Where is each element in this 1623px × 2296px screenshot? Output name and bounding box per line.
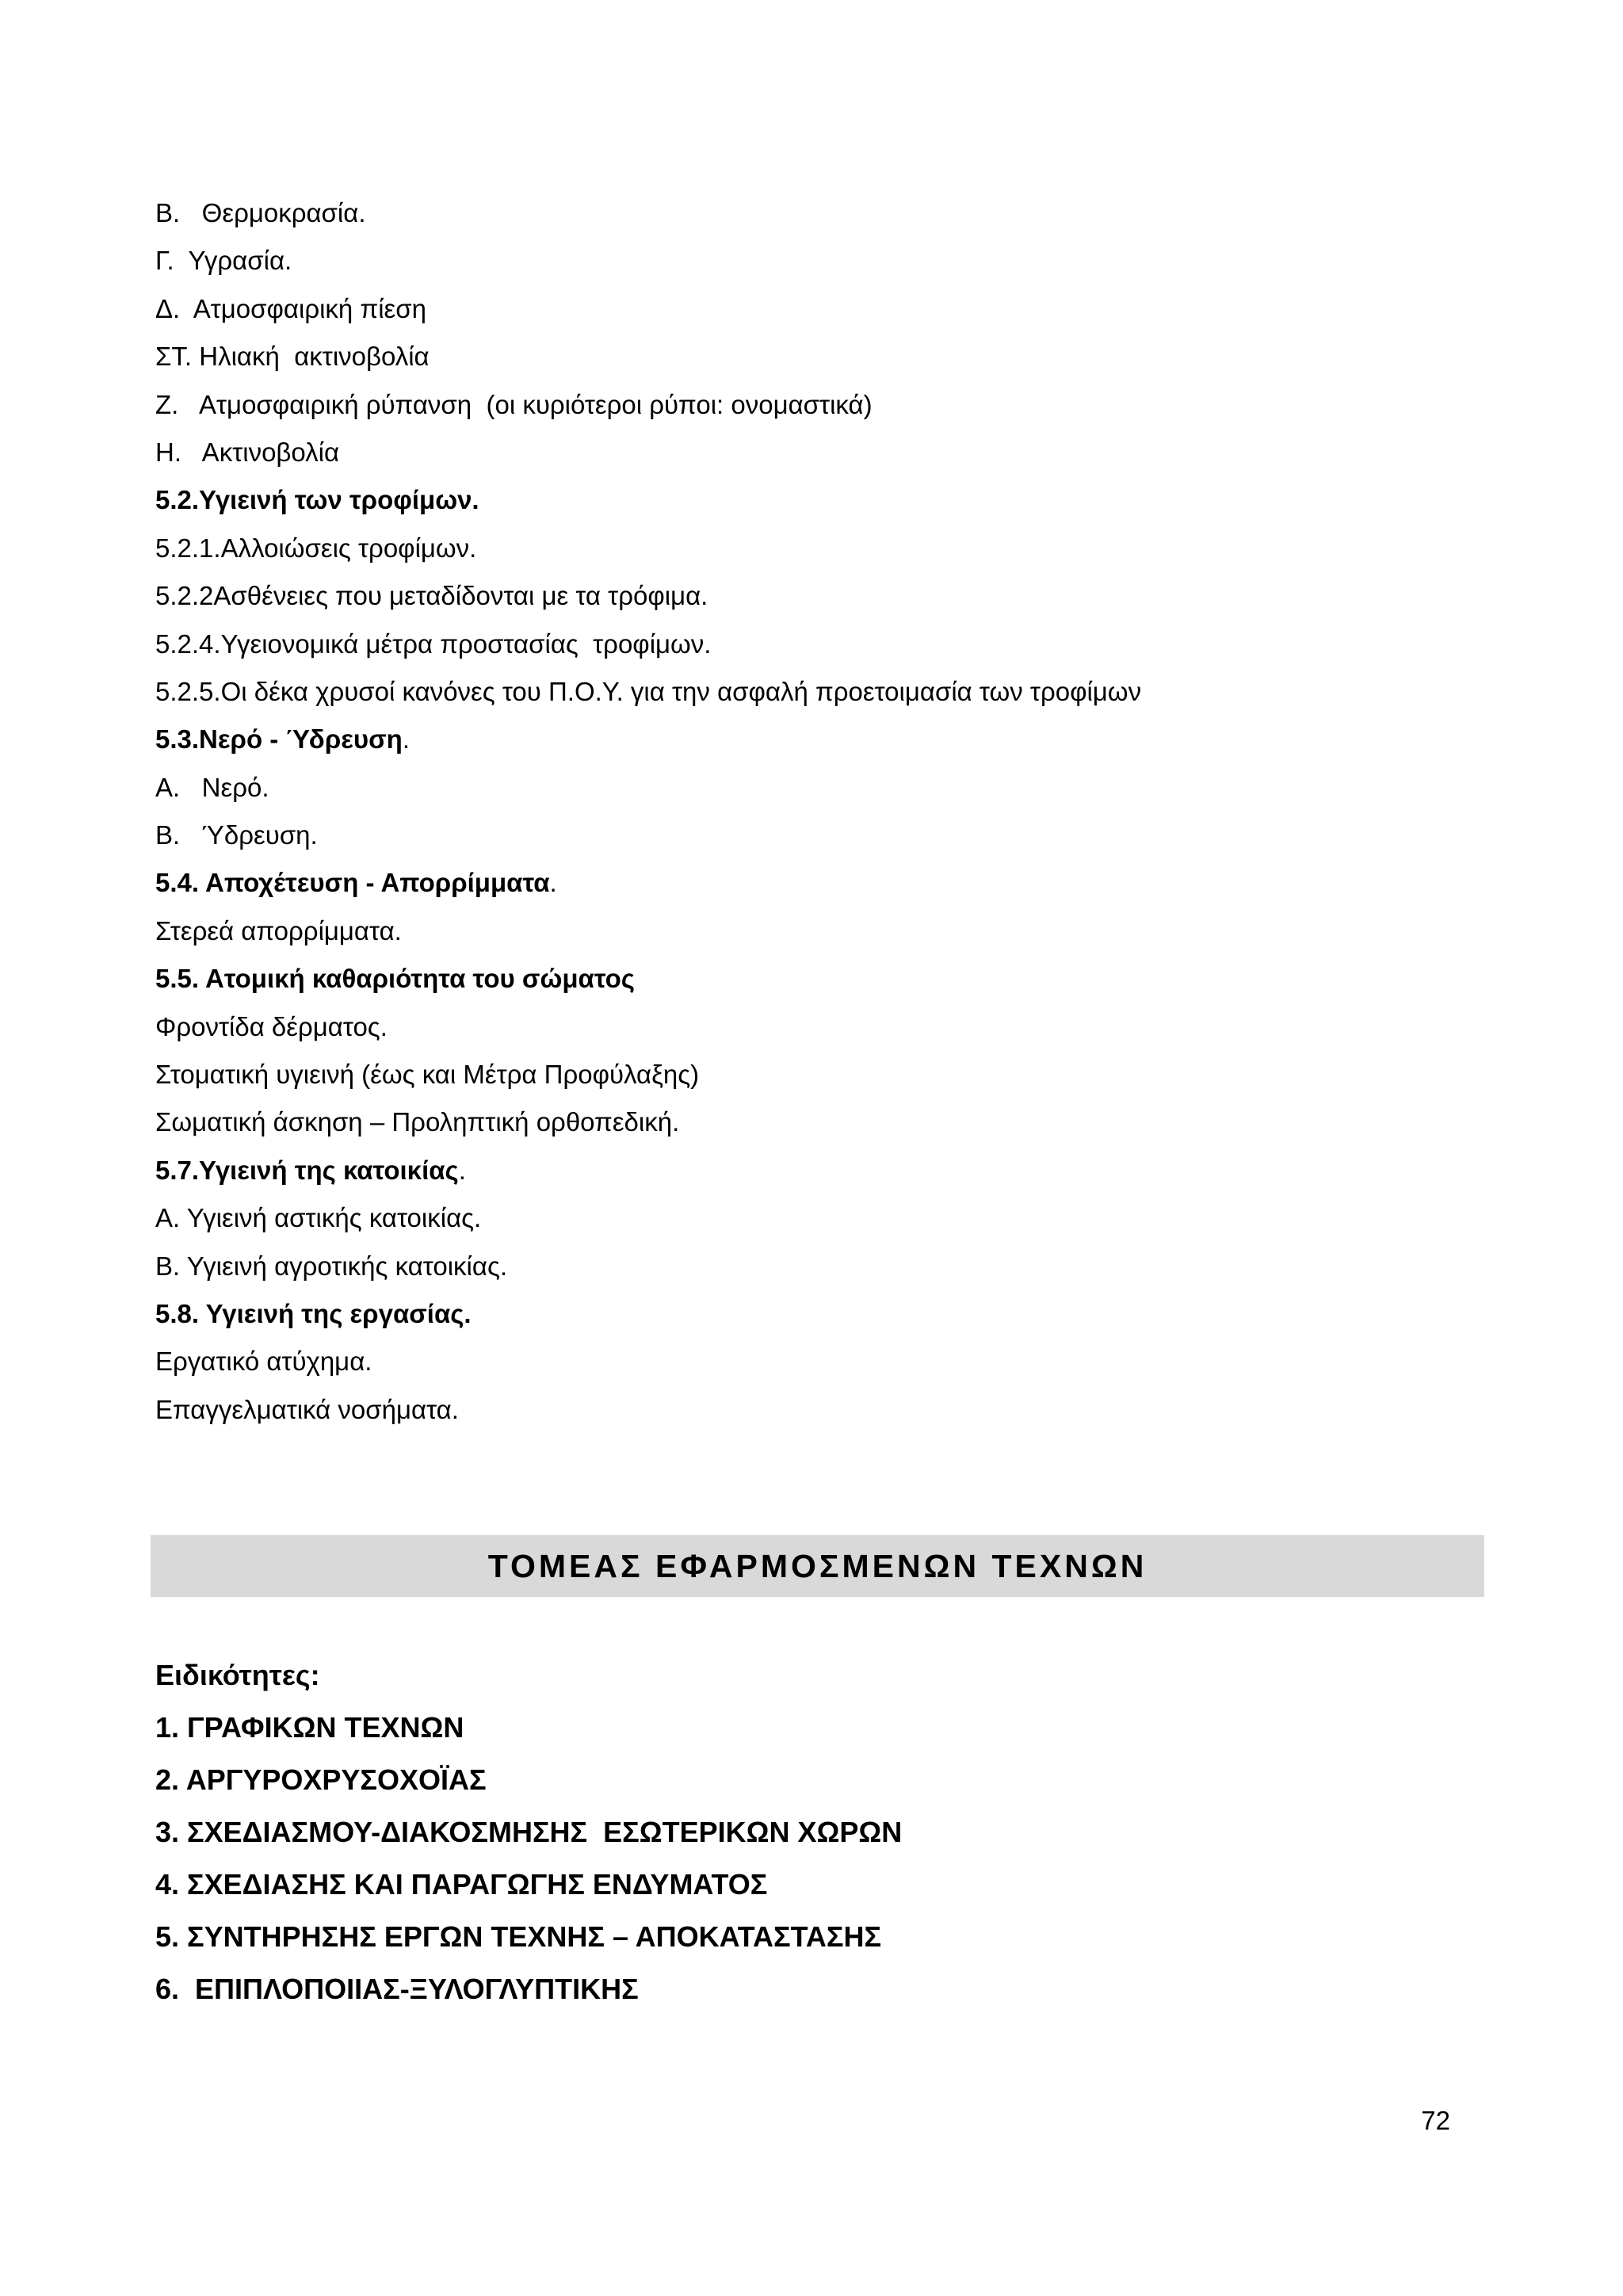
section-heading: 5.2.Υγιεινή των τροφίμων. — [155, 485, 479, 515]
syllabus-line: 5.2.2Ασθένειες που μεταδίδονται με τα τρόφιμα. — [155, 581, 708, 611]
syllabus-line: Α. Νερό. — [155, 772, 269, 802]
sector-title: ΤΟΜΕΑΣ ΕΦΑΡΜΟΣΜΕΝΩΝ ΤΕΧΝΩΝ — [487, 1547, 1148, 1584]
syllabus-line: 5.2.5.Οι δέκα χρυσοί κανόνες του Π.Ο.Υ. για την ασφαλή προετοιμασία των τροφίμων — [155, 676, 1142, 706]
syllabus-line: Φροντίδα δέρματος. — [155, 1011, 388, 1041]
specialty-item: 4. ΣΧΕΔΙΑΣΗΣ ΚΑΙ ΠΑΡΑΓΩΓΗΣ ΕΝΔΥΜΑΤΟΣ — [155, 1868, 768, 1901]
syllabus-line: Α. Υγιεινή αστικής κατοικίας. — [155, 1203, 482, 1233]
syllabus-line: ΣΤ. Ηλιακή ακτινοβολία — [155, 342, 430, 372]
syllabus-line: Β. Θερμοκρασία. — [155, 198, 366, 227]
syllabus-line: Στερεά απορρίμματα. — [155, 915, 402, 946]
syllabus-line: Η. Ακτινοβολία — [155, 437, 340, 467]
specialty-item: 5. ΣΥΝΤΗΡΗΣΗΣ ΕΡΓΩΝ ΤΕΧΝΗΣ – ΑΠΟΚΑΤΑΣΤΑΣΗΣ — [155, 1920, 882, 1953]
section-heading: 5.4. Αποχέτευση - Απορρίμματα. — [155, 868, 557, 898]
specialties-list — [155, 1707, 1463, 2021]
syllabus-line: Στοματική υγιεινή (έως και Μέτρα Προφύλαξης) — [155, 1060, 700, 1090]
syllabus-line: Γ. Υγρασία. — [155, 246, 292, 276]
section-heading: 5.5. Ατομική καθαριότητα του σώματος — [155, 964, 635, 994]
syllabus-line: Εργατικό ατύχημα. — [155, 1347, 372, 1377]
syllabus-line: Β. Ύδρευση. — [155, 820, 318, 850]
syllabus-line: 5.2.1.Αλλοιώσεις τροφίμων. — [155, 533, 477, 563]
specialty-item: 1. ΓΡΑΦΙΚΩΝ ΤΕΧΝΩΝ — [155, 1711, 464, 1744]
section-heading: 5.3.Νερό - Ύδρευση. — [155, 724, 411, 755]
section-heading: 5.7.Υγιεινή της κατοικίας. — [155, 1155, 466, 1185]
syllabus-line: 5.2.4.Υγειονομικά μέτρα προστασίας τροφίμων. — [155, 628, 712, 659]
syllabus-line: Επαγγελματικά νοσήματα. — [155, 1394, 459, 1424]
syllabus-line: Β. Υγιεινή αγροτικής κατοικίας. — [155, 1251, 508, 1281]
specialties-label: Ειδικότητες: — [155, 1659, 320, 1691]
specialty-item: 3. ΣΧΕΔΙΑΣΜΟΥ-ΔΙΑΚΟΣΜΗΣΗΣ ΕΣΩΤΕΡΙΚΩΝ ΧΩΡΩΝ — [155, 1816, 903, 1848]
section-heading: 5.8. Υγιεινή της εργασίας. — [155, 1298, 472, 1328]
specialty-item: 2. ΑΡΓΥΡΟΧΡΥΣΟΧΟΪΑΣ — [155, 1763, 487, 1796]
syllabus-lines — [155, 193, 1463, 1437]
page-number: 72 — [1421, 2106, 1450, 2135]
syllabus-line: Ζ. Ατμοσφαιρική ρύπανση (οι κυριότεροι ρύποι: ονομαστικά) — [155, 389, 873, 419]
sector-banner — [151, 1535, 1484, 1597]
syllabus-line: Δ. Ατμοσφαιρική πίεση — [155, 293, 426, 323]
specialty-item: 6. ΕΠΙΠΛΟΠΟΙΙΑΣ-ΞΥΛΟΓΛΥΠΤΙΚΗΣ — [155, 1973, 639, 2005]
syllabus-line: Σωματική άσκηση – Προληπτική ορθοπεδική. — [155, 1107, 680, 1137]
